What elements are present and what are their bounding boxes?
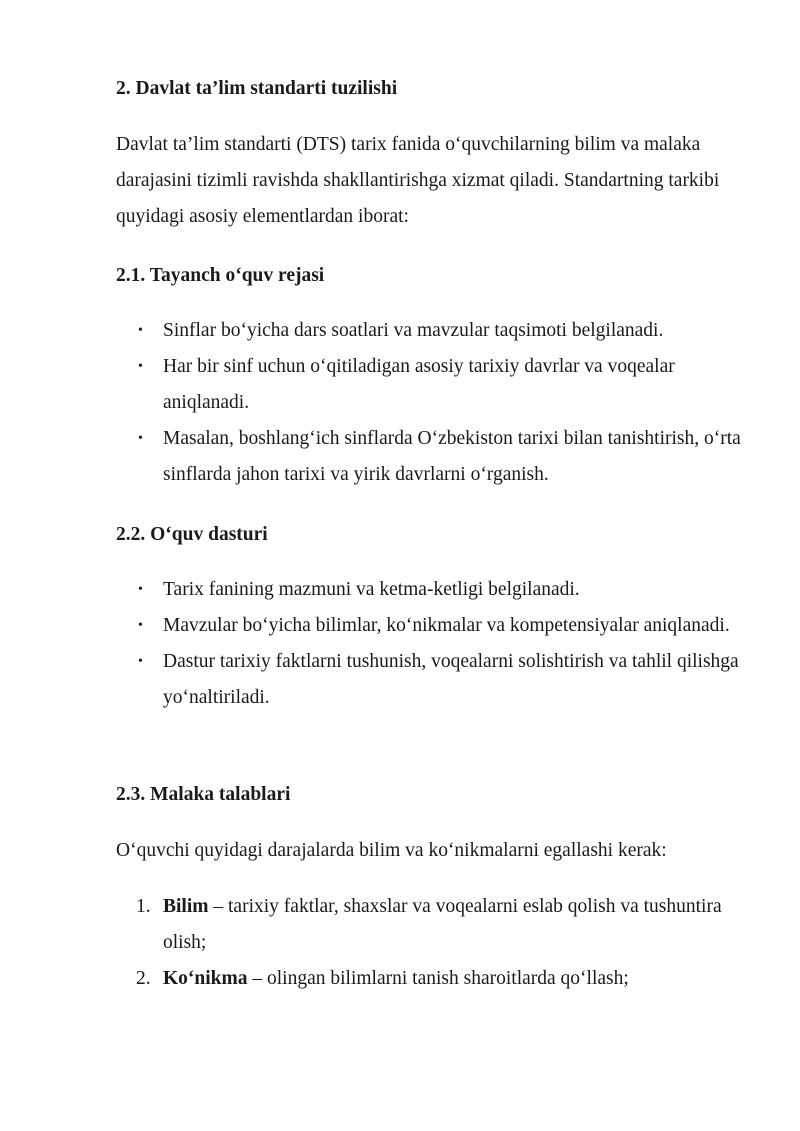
section-2-1-list [116, 313, 756, 493]
bullet-icon: • [138, 431, 143, 446]
list-item [116, 889, 756, 961]
list-item-term: Ko‘nikma [163, 968, 248, 989]
list-item-text: Dastur tarixiy faktlarni tushunish, voqealarni solishtirish va tahlil qilishga yo‘naltiriladi. [163, 651, 739, 708]
list-item-text: – olingan bilimlarni tanish sharoitlarda qo‘llash; [247, 968, 629, 989]
list-item [116, 644, 756, 716]
section-2-2-heading: 2.2. O‘quv dasturi [116, 524, 268, 545]
bullet-icon: • [138, 359, 143, 374]
section-2-3-list [116, 889, 756, 997]
list-item-text: Tarix fanining mazmuni va ketma-ketligi belgilanadi. [163, 579, 580, 600]
list-number: 1. [136, 896, 151, 917]
section-2-3-heading: 2.3. Malaka talablari [116, 784, 291, 805]
list-item-text: Sinflar bo‘yicha dars soatlari va mavzular taqsimoti belgilanadi. [163, 320, 664, 341]
section-2-1-heading: 2.1. Tayanch o‘quv rejasi [116, 265, 325, 286]
list-item-text: – tarixiy faktlar, shaxslar va voqealarni eslab qolish va tushuntira olish; [163, 896, 722, 953]
list-item [116, 349, 756, 421]
bullet-icon: • [138, 654, 143, 669]
list-number: 2. [136, 968, 151, 989]
list-item [116, 608, 756, 644]
list-item-text: Har bir sinf uchun o‘qitiladigan asosiy tarixiy davrlar va voqealar aniqlanadi. [163, 356, 675, 413]
list-item [116, 421, 756, 493]
intro-paragraph: Davlat ta’lim standarti (DTS) tarix fanida o‘quvchilarning bilim va malaka darajasini tizimli ravishda shakllantirishga xizmat qiladi. Standartning tarkibi quyidagi asosiy elementlardan iborat: [116, 134, 720, 227]
bullet-icon: • [138, 618, 143, 633]
list-item-text: Mavzular bo‘yicha bilimlar, ko‘nikmalar va kompetensiyalar aniqlanadi. [163, 615, 730, 636]
main-heading: 2. Davlat ta’lim standarti tuzilishi [116, 78, 398, 99]
list-item [116, 313, 756, 349]
section-2-2-list [116, 572, 756, 716]
list-item [116, 961, 756, 997]
bullet-icon: • [138, 582, 143, 597]
section-2-3-paragraph: O‘quvchi quyidagi darajalarda bilim va ko‘nikmalarni egallashi kerak: [116, 840, 667, 861]
bullet-icon: • [138, 323, 143, 338]
list-item [116, 572, 756, 608]
list-item-term: Bilim [163, 896, 209, 917]
list-item-text: Masalan, boshlang‘ich sinflarda O‘zbekiston tarixi bilan tanishtirish, o‘rta sinflarda jahon tarixi va yirik davrlarni o‘rganish. [163, 428, 741, 485]
